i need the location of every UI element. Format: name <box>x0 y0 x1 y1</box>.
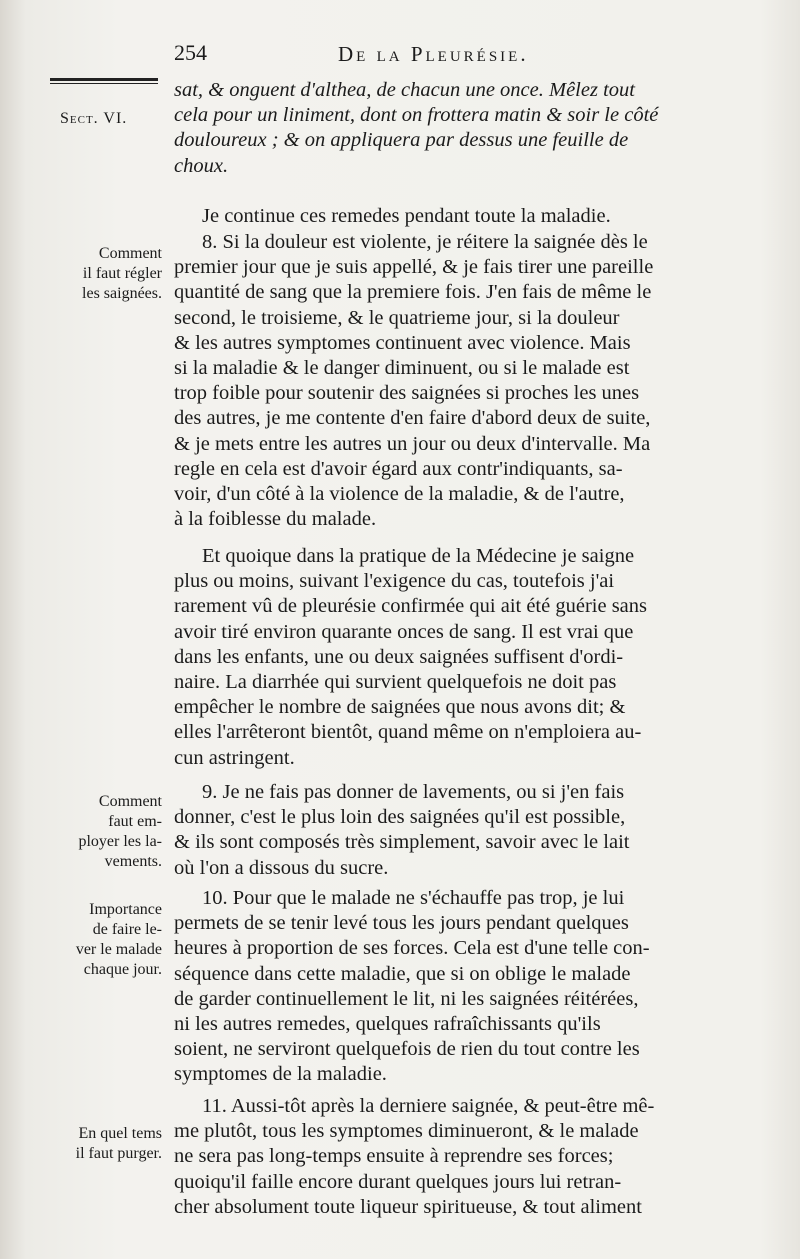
paragraph-continue <box>202 204 750 229</box>
text-line: naire. La diarrhée qui survient quelquefois ne doit pas <box>174 671 617 694</box>
text-line: séquence dans cette maladie, que si on oblige le malade <box>174 962 631 985</box>
text-line: plus ou moins, suivant l'exigence du cas, toutefois j'ai <box>174 570 615 593</box>
margin-note-line: ployer les la- <box>78 833 162 850</box>
section-label: Sect. VI. <box>60 110 128 127</box>
text-line: ni les autres remedes, quelques rafraîchissants qu'ils <box>174 1013 601 1036</box>
text-line: 8. Si la douleur est violente, je réitere la saignée dès le <box>202 231 648 253</box>
text-line: regle en cela est d'avoir égard aux contr'indiquants, sa- <box>174 457 623 480</box>
text-line: second, le troisieme, & le quatrieme jour, si la douleur <box>174 306 620 329</box>
margin-note-line: vements. <box>104 853 162 870</box>
page-number: 254 <box>174 40 207 65</box>
text-line: sat, & onguent d'althea, de chacun une once. Mêlez tout <box>174 79 635 101</box>
margin-note-line: de faire le- <box>92 921 162 938</box>
text-line: où l'on a dissous du sucre. <box>174 856 389 879</box>
text-line: 11. Aussi-tôt après la derniere saignée, & peut-être mê- <box>202 1095 655 1117</box>
margin-note-line: les saignées. <box>82 285 162 302</box>
margin-note-purger <box>52 1124 162 1164</box>
paragraph-11 <box>174 1094 750 1220</box>
text-line: choux. <box>174 154 229 177</box>
text-line: me plutôt, tous les symptomes diminueront, & le malade <box>174 1120 639 1143</box>
text-line: cun astringent. <box>174 746 295 769</box>
margin-note-line: il faut régler <box>82 265 162 282</box>
text-line: ne sera pas long-temps ensuite à reprendre ses forces; <box>174 1145 614 1168</box>
paragraph-10 <box>174 886 750 1088</box>
text-line: 9. Je ne fais pas donner de lavements, ou si j'en fais <box>202 781 625 803</box>
margin-note-lever <box>52 900 162 980</box>
page-header <box>174 40 774 70</box>
text-line: & les autres symptomes continuent avec violence. Mais <box>174 331 631 354</box>
margin-note-line: chaque jour. <box>83 961 162 978</box>
text-line: dans les enfants, une ou deux saignées suffisent d'ordi- <box>174 645 624 668</box>
text-line: 10. Pour que le malade ne s'échauffe pas trop, je lui <box>202 887 625 909</box>
margin-note-line: En quel tems <box>78 1125 162 1142</box>
text-line: de garder continuellement le lit, ni les saignées réitérées, <box>174 987 639 1010</box>
paragraph-8 <box>174 230 750 532</box>
text-line: douloureux ; & on appliquera par dessus une feuille de <box>174 129 629 152</box>
margin-note-line: Importance <box>89 901 162 918</box>
margin-note-saignees <box>52 244 162 304</box>
text-line: elles l'arrêteront bientôt, quand même on n'emploiera au- <box>174 721 642 744</box>
text-line: à la foiblesse du malade. <box>174 508 377 531</box>
text-line: quantité de sang que la premiere fois. J'en fais de même le <box>174 281 652 304</box>
paragraph-9 <box>174 780 750 881</box>
text-line: cher absolument toute liqueur spiritueuse, & tout aliment <box>174 1195 642 1218</box>
margin-note-line: ver le malade <box>75 941 162 958</box>
margin-note-line: il faut purger. <box>75 1145 162 1162</box>
text-line: cela pour un liniment, dont on frottera matin & soir le côté <box>174 104 659 127</box>
text-line: si la maladie & le danger diminuent, ou si le malade est <box>174 357 630 380</box>
text-line: donner, c'est le plus loin des saignées qu'il est possible, <box>174 806 626 829</box>
text-line: soient, ne serviront quelquefois de rien du tout contre les <box>174 1038 640 1061</box>
text-line: Et quoique dans la pratique de la Médecine je saigne <box>202 545 635 567</box>
text-line: & ils sont composés très simplement, savoir avec le lait <box>174 831 630 854</box>
text-line: empêcher le nombre de saignées que nous avons dit; & <box>174 696 626 719</box>
text-line: permets de se tenir levé tous les jours pendant quelques <box>174 912 629 935</box>
margin-note-line: Comment <box>98 245 162 262</box>
text-line: symptomes de la maladie. <box>174 1063 387 1086</box>
text-line: des autres, je me contente d'en faire d'abord deux de suite, <box>174 407 651 430</box>
text-line: trop foible pour soutenir des saignées si proches les unes <box>174 382 640 405</box>
text-line: heures à proportion de ses forces. Cela est d'une telle con- <box>174 937 650 960</box>
text-line: premier jour que je suis appellé, & je fais tirer une pareille <box>174 256 654 279</box>
section-rule <box>50 78 158 84</box>
margin-note-line: Comment <box>98 793 162 810</box>
text-line: Je continue ces remedes pendant toute la maladie. <box>202 205 611 227</box>
text-line: & je mets entre les autres un jour ou deux d'intervalle. Ma <box>174 432 651 455</box>
margin-note-lavements <box>52 792 162 872</box>
text-line: quoiqu'il faille encore durant quelques jours lui retran- <box>174 1170 622 1193</box>
text-line: rarement vû de pleurésie confirmée qui ait été guérie sans <box>174 595 648 618</box>
prescription-block <box>174 78 750 179</box>
margin-note-line: faut em- <box>108 813 162 830</box>
text-line: avoir tiré environ quarante onces de sang. Il est vrai que <box>174 620 634 643</box>
running-title: De la Pleurésie. <box>338 42 529 66</box>
paragraph-et-quoique <box>174 544 750 771</box>
text-line: voir, d'un côté à la violence de la maladie, & de l'autre, <box>174 483 625 506</box>
